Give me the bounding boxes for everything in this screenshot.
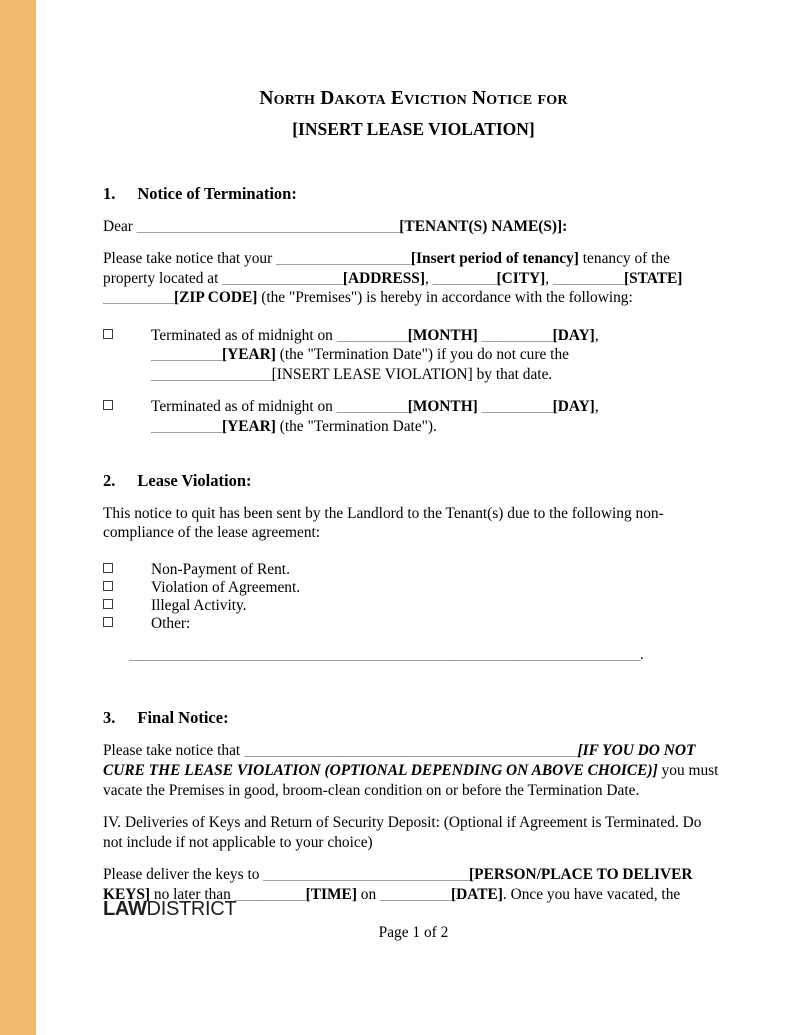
spacer (103, 800, 724, 813)
premises-paragraph (103, 249, 724, 308)
opt1-violation-blank[interactable]: _________________ (151, 365, 272, 383)
page-number: Page 1 of 2 (378, 924, 449, 941)
checkbox-cell (103, 579, 117, 591)
opt2-text-a: Terminated as of midnight on (151, 398, 337, 416)
zip-blank[interactable]: __________ (103, 289, 174, 307)
lease-violation-intro: This notice to quit has been sent by the Landlord to the Tenant(s) due to the following non-compliance of the lease agreement: (103, 504, 664, 542)
keys-text-d: . Once you have vacated, the (502, 885, 681, 903)
logo-text-district: DISTRICT (146, 898, 237, 920)
keys-time-tag: [TIME] (305, 885, 357, 903)
section-3-heading (103, 708, 724, 728)
keys-text-c: on (356, 885, 381, 903)
keys-time-blank[interactable]: __________ (234, 885, 306, 903)
premises-text-d: , (545, 269, 553, 287)
opt1-month-blank[interactable]: __________ (336, 326, 408, 344)
opt2-text-d: (the "Termination Date"). (275, 418, 437, 436)
page-content (103, 0, 724, 1035)
termination-option-1-row[interactable] (103, 326, 724, 385)
premises-text-b: tenancy of the property located at (103, 250, 670, 287)
opt1-text-d: (the "Termination Date") if you do not cure the (275, 346, 569, 364)
termination-option-2-text (151, 397, 724, 436)
tenancy-period-tag: [Insert period of tenancy] (410, 250, 579, 268)
opt1-year-tag: [YEAR] (221, 346, 276, 364)
final-notice-blank[interactable]: _______________________________________________ (244, 742, 578, 760)
section-2-title: Lease Violation: (137, 470, 252, 490)
termination-option-1-text (151, 326, 724, 385)
opt1-text-e: by that date. (472, 365, 553, 383)
opt1-text-a: Terminated as of midnight on (151, 326, 337, 344)
spacer (103, 166, 724, 184)
zip-tag: [ZIP CODE] (173, 289, 258, 307)
section-3-title: Final Notice: (137, 708, 229, 728)
opt2-year-blank[interactable]: __________ (151, 418, 222, 436)
checkbox-termination-with-cure[interactable] (103, 329, 113, 339)
page-footer (103, 898, 724, 958)
spacer (103, 491, 724, 504)
spacer (103, 308, 724, 326)
violation-option-label: Illegal Activity. (151, 597, 247, 615)
opt2-month-blank[interactable]: __________ (336, 398, 408, 416)
left-accent-bar (0, 0, 36, 1035)
opt2-month-tag: [MONTH] (407, 398, 478, 416)
lease-violation-options (103, 561, 724, 634)
tenancy-period-blank[interactable]: ___________________ (276, 250, 411, 268)
final-text-b: you must vacate the Premises in good, broom-clean condition on or before the Termination Date. (103, 761, 719, 799)
opt1-day-tag: [DAY] (552, 326, 595, 344)
keys-person-blank[interactable]: _____________________________ (263, 866, 470, 884)
premises-text-a: Please take notice that your (103, 250, 273, 268)
checkbox-non-payment-of-rent[interactable] (103, 563, 113, 573)
opt2-year-tag: [YEAR] (221, 418, 276, 436)
checkbox-termination-no-cure[interactable] (103, 400, 113, 410)
final-text-a: Please take notice that (103, 742, 245, 760)
spacer (103, 690, 724, 708)
termination-option-2-row[interactable] (103, 397, 724, 436)
lawdistrict-logo (103, 898, 236, 921)
address-blank[interactable]: _________________ (222, 269, 343, 287)
opt2-text-c: , (594, 398, 599, 416)
keys-date-tag: [DATE] (451, 885, 503, 903)
title-line-2: [INSERT LEASE VIOLATION] (292, 119, 535, 140)
keys-person-tag: [PERSON/PLACE TO DELIVER KEYS] (103, 866, 693, 903)
checkbox-cell (103, 597, 117, 609)
spacer (103, 384, 724, 397)
opt1-year-blank[interactable]: __________ (151, 346, 222, 364)
address-tag: [ADDRESS] (342, 269, 425, 287)
spacer (103, 204, 724, 217)
checkbox-other[interactable] (103, 617, 113, 627)
spacer (103, 633, 724, 646)
section-1-number: 1. (103, 183, 116, 203)
keys-text-a: Please deliver the keys to (103, 866, 264, 884)
other-violation-line[interactable] (103, 646, 724, 664)
spacer (103, 463, 724, 471)
keys-text-b: no later than (150, 885, 235, 903)
violation-option-row[interactable] (103, 597, 724, 615)
violation-option-row[interactable] (103, 561, 724, 579)
opt1-text-c: , (594, 326, 599, 344)
other-violation-blank[interactable]: ________________________________________________________________________ (129, 646, 640, 664)
city-tag: [CITY] (496, 269, 546, 287)
violation-option-label: Other: (151, 615, 191, 633)
violation-option-row[interactable] (103, 615, 724, 633)
section-1-title: Notice of Termination: (137, 183, 297, 203)
final-notice-paragraph (103, 741, 724, 800)
salutation-line (103, 217, 724, 237)
violation-option-row[interactable] (103, 579, 724, 597)
spacer (103, 728, 724, 741)
state-tag: [STATE] (623, 269, 683, 287)
spacer (103, 236, 724, 249)
section-2-number: 2. (103, 470, 116, 490)
premises-text-e: (the "Premises") is hereby in accordance with the following: (257, 289, 633, 307)
keys-deposit-paragraph: IV. Deliveries of Keys and Return of Security Deposit: (Optional if Agreement is Terminated. Do not include if not applicable to your choice) (103, 814, 702, 851)
section-3-number: 3. (103, 708, 116, 728)
spacer (103, 852, 724, 865)
section-2-heading (103, 471, 724, 491)
checkbox-cell (103, 397, 117, 410)
violation-option-label: Non-Payment of Rent. (151, 560, 290, 578)
opt1-day-blank[interactable]: __________ (481, 326, 553, 344)
section-1-heading (103, 184, 724, 204)
spacer (103, 543, 724, 561)
spacer (103, 437, 724, 463)
opt2-day-tag: [DAY] (552, 398, 595, 416)
opt1-violation-tag: [INSERT LEASE VIOLATION] (271, 365, 473, 383)
final-notice-tag: [IF YOU DO NOT CURE THE LEASE VIOLATION (OPTIONAL DEPENDING ON ABOVE CHOICE)] (103, 742, 696, 779)
checkbox-violation-of-agreement[interactable] (103, 581, 113, 591)
violation-option-label: Violation of Agreement. (151, 578, 301, 596)
checkbox-cell (103, 561, 117, 573)
keys-date-blank[interactable]: __________ (380, 885, 452, 903)
spacer (103, 140, 724, 166)
state-blank[interactable]: __________ (552, 269, 624, 287)
checkbox-illegal-activity[interactable] (103, 599, 113, 609)
document-page (36, 0, 800, 1035)
title-line-1: North Dakota Eviction Notice for (259, 88, 568, 109)
city-blank[interactable]: _________ (432, 269, 497, 287)
opt1-month-tag: [MONTH] (407, 326, 478, 344)
checkbox-cell (103, 615, 117, 627)
dear-label: Dear (103, 217, 133, 235)
tenant-name-tag: [TENANT(S) NAME(S)]: (399, 217, 568, 235)
page-title (103, 0, 724, 140)
spacer (103, 664, 724, 690)
premises-text-c: , (424, 269, 433, 287)
logo-text-law: LAW (103, 898, 147, 920)
other-violation-period: . (639, 646, 644, 664)
opt2-day-blank[interactable]: __________ (481, 398, 553, 416)
checkbox-cell (103, 326, 117, 339)
tenant-name-blank[interactable]: _____________________________________ (136, 217, 400, 235)
